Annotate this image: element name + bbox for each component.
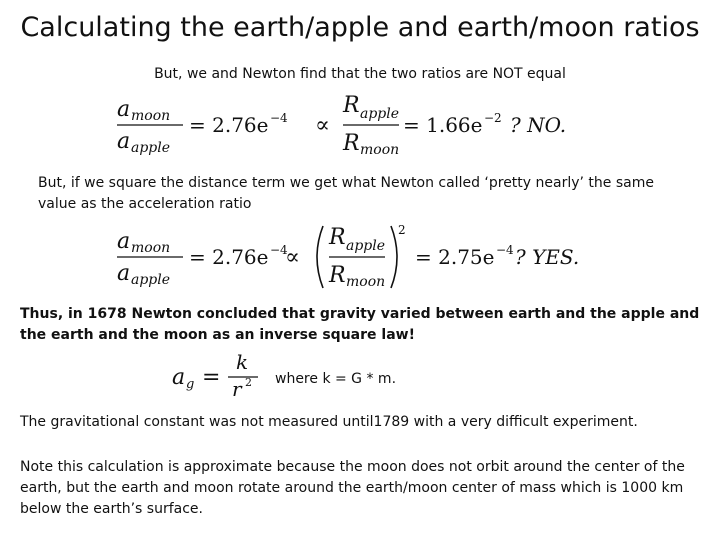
value-1-66e: = 1.66e (403, 113, 483, 137)
square-power: 2 (398, 223, 406, 237)
a-apple-sub: apple (131, 272, 171, 288)
value-2-76e: = 2.76e (189, 245, 269, 269)
a-g-sub: g (186, 377, 195, 392)
k-definition-note: where k = G * m. (275, 371, 397, 387)
exponent: −2 (484, 111, 502, 125)
paragraph-inverse-square-conclusion: Thus, in 1678 Newton concluded that gravity varied between earth and the apple and the earth and the moon as an inverse square law! (20, 306, 700, 343)
paragraph-approximation-note: Note this calculation is approximate because the moon does not orbit around the center of the earth, but the earth and moon rotate around the earth/moon center of mass which is 1000 km below the earth’s surface. (20, 459, 685, 517)
a-moon-sub: moon (131, 240, 171, 256)
exponent: −4 (270, 111, 288, 125)
r-apple-var: R (329, 225, 346, 250)
r-moon-sub: moon (346, 274, 386, 290)
r-apple-sub: apple (360, 106, 400, 122)
slide-title: Calculating the earth/apple and earth/moon ratios (20, 12, 700, 43)
r-var: r (232, 377, 242, 401)
a-moon-var: a (117, 97, 131, 122)
paragraph-gravitational-constant: The gravitational constant was not measured until1789 with a very difficult experiment. (20, 414, 638, 430)
r-power: 2 (245, 376, 252, 389)
verdict-yes: ? YES. (515, 245, 580, 269)
a-moon-var: a (117, 229, 131, 254)
paragraph-squared-distance: But, if we square the distance term we get what Newton called ‘pretty nearly’ the same value as the acceleration ratio (38, 175, 654, 212)
equals-sign: = (202, 365, 221, 390)
proportional-symbol: ∝ (315, 113, 330, 138)
a-g-var: a (172, 365, 186, 390)
k-var: k (236, 350, 249, 374)
r-apple-sub: apple (346, 238, 386, 254)
equation-ratio-not-equal (115, 92, 585, 162)
a-apple-var: a (117, 129, 131, 154)
value-2-75e: = 2.75e (415, 245, 495, 269)
left-paren (317, 226, 323, 288)
exponent: −4 (496, 243, 514, 257)
exponent: −4 (270, 243, 288, 257)
equation-ratio-squared (115, 222, 585, 292)
a-apple-sub: apple (131, 140, 171, 156)
r-moon-var: R (343, 131, 360, 156)
proportional-symbol: ∝ (285, 245, 300, 270)
value-2-76e: = 2.76e (189, 113, 269, 137)
verdict-no: ? NO. (510, 113, 567, 137)
subtitle: But, we and Newton find that the two ratios are NOT equal (154, 66, 566, 82)
a-apple-var: a (117, 261, 131, 286)
equation-gravity-law (172, 350, 272, 401)
r-moon-var: R (329, 263, 346, 288)
right-paren (391, 226, 397, 288)
a-moon-sub: moon (131, 108, 171, 124)
r-moon-sub: moon (360, 142, 400, 158)
r-apple-var: R (343, 93, 360, 118)
